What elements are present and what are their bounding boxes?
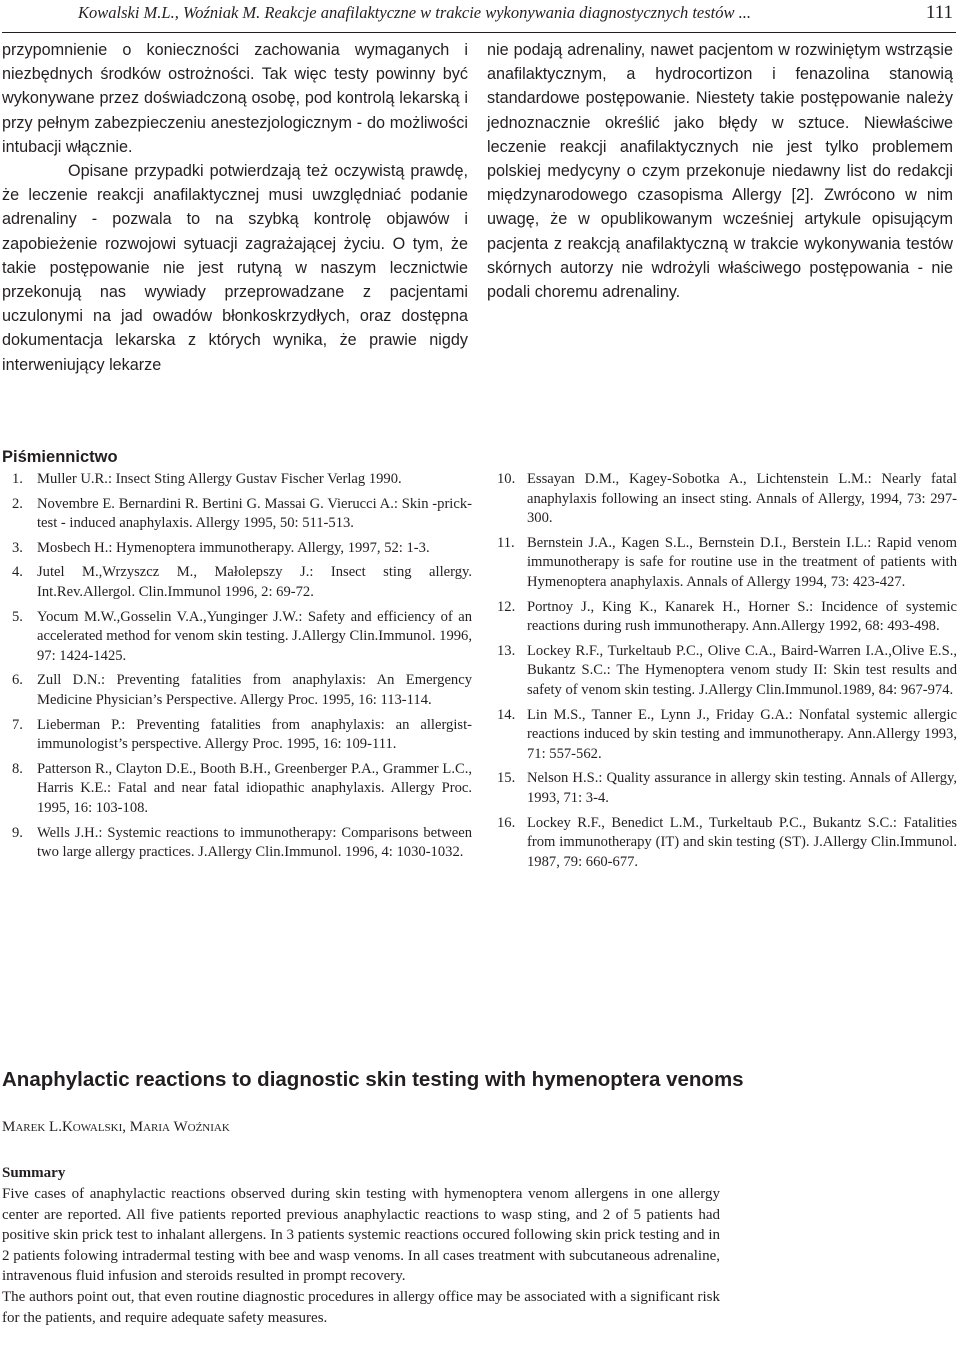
reference-item xyxy=(12,563,472,602)
reference-number: 11. xyxy=(497,534,515,551)
reference-item xyxy=(497,534,957,593)
reference-number: 14. xyxy=(497,706,516,723)
reference-text: Patterson R., Clayton D.E., Booth B.H., Greenberger P.A., Grammer L.C., Harris K.E.: Fatal and near fatal idiopathic anaphylaxis. Allergy Proc. 1995, 16: 103-108. xyxy=(37,760,472,816)
reference-item xyxy=(12,824,472,863)
reference-item xyxy=(497,769,957,808)
reference-number: 8. xyxy=(12,760,23,777)
reference-text: Novembre E. Bernardini R. Bertini G. Massai G. Vierucci A.: Skin -prick-test - induced anaphylaxis. Allergy 1995, 50: 511-513. xyxy=(37,495,472,532)
reference-list-right xyxy=(497,470,957,877)
body-paragraph: Opisane przypadki potwierdzają też oczywistą prawdę, że leczenie reakcji anafilaktycznej musi uwzględniać podanie adrenaliny - pozwala to na szybką kontrolę objawów i zapobieżenie rozwojowi sytuacji zagrażającej życiu. O tym, że takie postępowanie nie jest rutyną w naszym lecznictwie przekonują nas wywiady przeprowadzane z pacjentami uczulonymi na jad owadów błonkoskrzydłych, oraz dostępna dokumentacja lekarska z których wynika, że prawie nigdy interweniujący lekarze xyxy=(2,162,468,374)
reference-item xyxy=(12,671,472,710)
reference-text: Lockey R.F., Turkeltaub P.C., Olive C.A., Baird-Warren I.A.,Olive E.S., Bukantz S.C.: The Hymenoptera venom study II: Skin test results and safety of venom skin testing. J.Allergy Clin.Immunol.1989, 84: 967-974. xyxy=(527,642,957,698)
summary-heading: Summary xyxy=(2,1165,66,1181)
reference-text: Nelson H.S.: Quality assurance in allergy skin testing. Annals of Allergy, 1993, 71: 3-4. xyxy=(527,770,957,806)
reference-number: 10. xyxy=(497,471,516,487)
reference-number: 6. xyxy=(12,672,23,689)
reference-item xyxy=(497,814,957,873)
reference-text: Portnoy J., King K., Kanarek H., Horner S.: Incidence of systemic reactions during rush immunotherapy. Ann.Allergy 1992, 68: 493-498. xyxy=(527,598,957,635)
header-rule xyxy=(2,32,956,33)
references-heading: Piśmiennictwo xyxy=(2,448,118,466)
reference-text: Mosbech H.: Hymenoptera immunotherapy. Allergy, 1997, 52: 1-3. xyxy=(37,539,430,556)
reference-item xyxy=(12,760,472,819)
reference-item xyxy=(12,495,472,534)
reference-text: Lieberman P.: Preventing fatalities from anaphylaxis: an allergist-immunologist’s perspective. Allergy Proc. 1995, 16: 109-111. xyxy=(37,716,472,753)
reference-text: Jutel M.,Wrzyszcz M., Małolepszy J.: Insect sting allergy. Int.Rev.Allergol. Clin.Immunol 1996, 2: 69-72. xyxy=(37,564,472,600)
reference-item xyxy=(12,470,472,490)
reference-item xyxy=(497,598,957,637)
reference-number: 5. xyxy=(12,608,23,625)
reference-item xyxy=(12,716,472,755)
reference-number: 12. xyxy=(497,598,516,615)
body-column-right xyxy=(487,38,953,304)
reference-list-left xyxy=(12,470,472,868)
summary-paragraph: The authors point out, that even routine diagnostic procedures in allergy office may be associated with a significant risk for the patients, and require adequate safety measures. xyxy=(2,1288,720,1326)
reference-text: Bernstein J.A., Kagen S.L., Bernstein D.I., Berstein I.L.: Rapid venom immunotherapy is safe for routine use in the treatment of patients with Hymenoptera anaphylaxis. Annals of Allergy 1994, 73: 423-427. xyxy=(527,534,957,590)
reference-number: 16. xyxy=(497,814,516,831)
reference-text: Zull D.N.: Preventing fatalities from anaphylaxis: An Emergency Medicine Physician’s Perspective. Allergy Proc. 1995, 16: 113-114. xyxy=(37,672,472,708)
reference-item xyxy=(497,470,957,529)
body-paragraph: nie podają adrenaliny, nawet pacjentom w rozwiniętym wstrząsie anafilaktycznym, a hydrocortizon i fenazolina stanowią standardowe postępowanie. Niestety takie postępowanie należy jednoznacznie określić jako błędy w sztuce. Niewłaściwe leczenie reakcji anafilaktycznych nie jest tylko problemem polskiej medycyny o czym przekonuje niedawny list do redakcji międzynarodowego czasopisma Allergy [2]. Zwrócono w nim uwagę, że w opublikowanym wcześniej artykule opisującym pacjenta z reakcją anafilaktyczną w trakcie wykonywania testów skórnych autorzy nie wdrożyli właściwego postępowania - nie podali choremu adrenaliny. xyxy=(487,41,953,302)
reference-text: Essayan D.M., Kagey-Sobotka A., Lichtenstein L.M.: Nearly fatal anaphylaxis following an insect sting. Annals of Allergy, 1994, 73: 297-300. xyxy=(527,471,957,527)
reference-number: 1. xyxy=(12,471,23,487)
reference-text: Lin M.S., Tanner E., Lynn J., Friday G.A.: Nonfatal systemic allergic reactions induced by skin testing and immunotherapy. Ann.Allergy 1993, 71: 557-562. xyxy=(527,706,957,762)
running-header xyxy=(78,0,953,26)
page-number: 111 xyxy=(925,2,953,23)
reference-item xyxy=(12,539,472,559)
reference-item xyxy=(497,642,957,701)
body-column-left xyxy=(2,38,468,377)
reference-number: 15. xyxy=(497,770,516,787)
reference-number: 7. xyxy=(12,716,23,733)
english-summary xyxy=(2,1184,720,1328)
reference-number: 4. xyxy=(12,564,23,581)
reference-text: Yocum M.W.,Gosselin V.A.,Yunginger J.W.: Safety and efficiency of an accelerated method for venom skin testing. J.Allergy Clin.Immunol. 1996, 97: 1424-1425. xyxy=(37,608,472,664)
reference-number: 2. xyxy=(12,495,23,512)
body-paragraph: przypomnienie o konieczności zachowania wymaganych i niezbędnych środków ostrożności. Tak więc testy powinny być wykonywane przez doświadczoną osobę, pod kontrolą lekarską i przy pełnym zabezpieczeniu anestezjologicznym - do możliwości intubacji włącznie. xyxy=(2,41,468,156)
running-title: Kowalski M.L., Woźniak M. Reakcje anafilaktyczne w trakcie wykonywania diagnostycznych testów ... xyxy=(78,3,752,22)
english-authors: Marek L.Kowalski, Maria Woźniak xyxy=(2,1119,230,1135)
reference-item xyxy=(497,706,957,765)
reference-number: 3. xyxy=(12,539,23,556)
reference-item xyxy=(12,608,472,667)
reference-number: 9. xyxy=(12,824,23,841)
english-title: Anaphylactic reactions to diagnostic skin testing with hymenoptera venoms xyxy=(2,1068,744,1091)
summary-paragraph: Five cases of anaphylactic reactions observed during skin testing with hymenoptera venom allergens in one allergy center are reported. All five patients reported previous anaphylactic reactions to wasp sting, and 2 of 5 patients had positive skin prick test to inhalant allergens. In 3 patients systemic reactions occured following skin prick testing and in 2 patients folowing intradermal testing with bee and wasp venoms. In all cases treatment with subcutaneous adrenaline, intravenous fluid infusion and steroids resulted in prompt recovery. xyxy=(2,1186,720,1285)
reference-text: Lockey R.F., Benedict L.M., Turkeltaub P.C., Bukantz S.C.: Fatalities from immunotherapy (IT) and skin testing (ST). J.Allergy Clin.Immunol. 1987, 79: 660-677. xyxy=(527,814,957,870)
reference-text: Muller U.R.: Insect Sting Allergy Gustav Fischer Verlag 1990. xyxy=(37,471,402,487)
reference-text: Wells J.H.: Systemic reactions to immunotherapy: Comparisons between two large allergy practices. J.Allergy Clin.Immunol. 1996, 4: 1030-1032. xyxy=(37,824,472,861)
reference-number: 13. xyxy=(497,642,516,659)
